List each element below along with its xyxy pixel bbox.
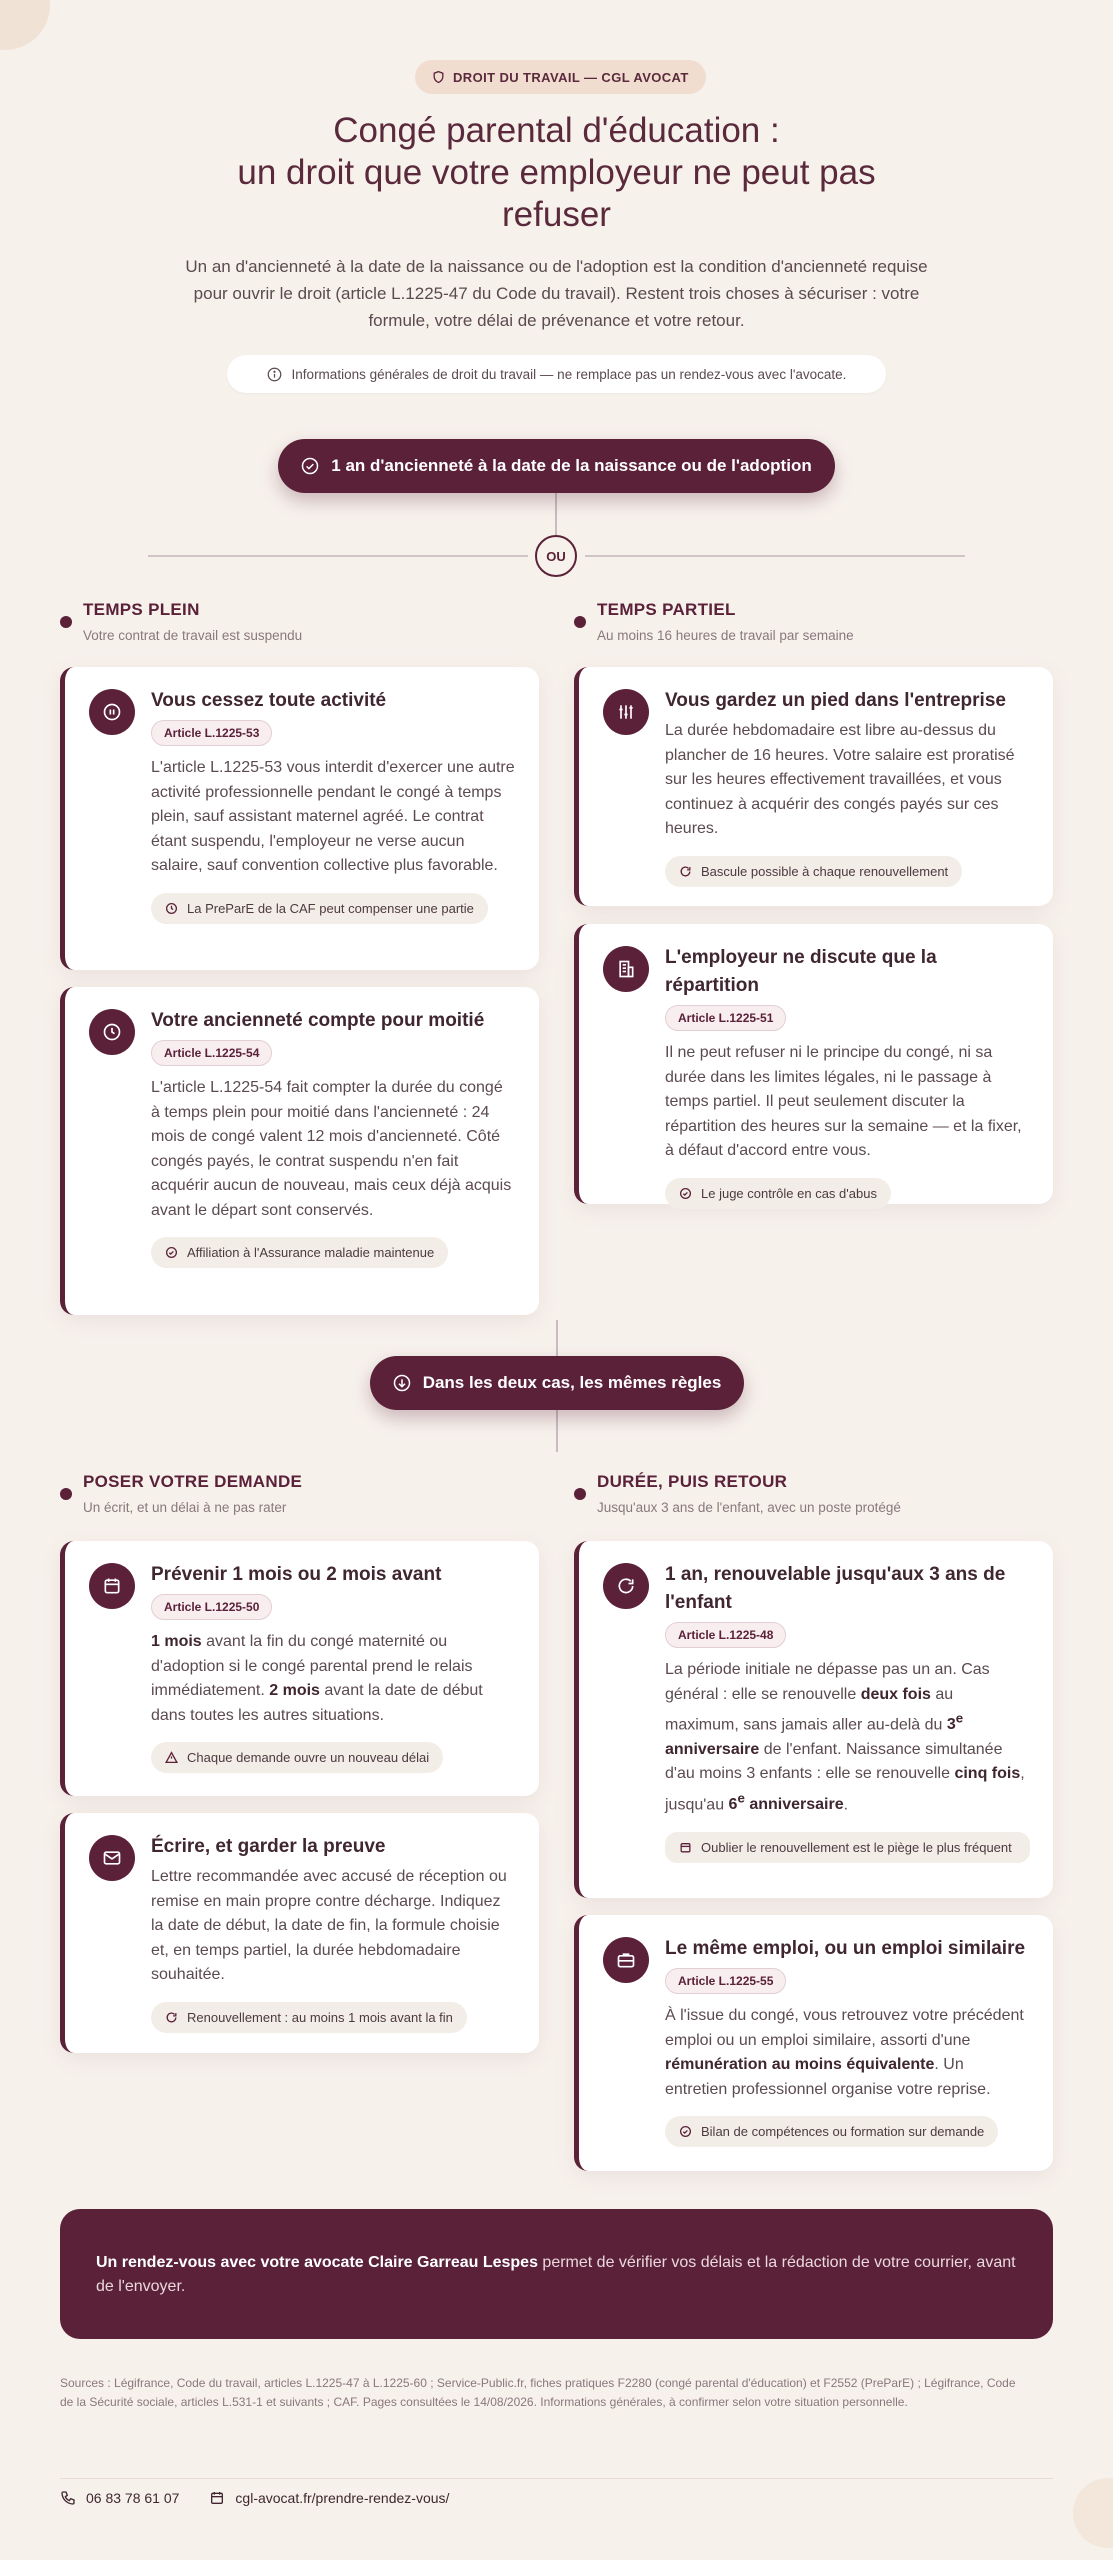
card-text: Il ne peut refuser ni le principe du congé, ni sa durée dans les limites légales, ni le passage à temps partiel. Il peut seulement discuter la répartition des heures sur la semaine — et la fixer, à défaut d'accord entre vous.	[665, 1044, 1022, 1159]
check-circle-icon	[301, 457, 319, 475]
card-keep-foot	[574, 667, 1053, 906]
shield-icon	[432, 70, 445, 84]
phone-icon	[60, 2490, 76, 2506]
card-chip	[151, 893, 488, 924]
bullet-dot	[60, 1488, 72, 1500]
card-same-job	[574, 1915, 1053, 2171]
column-title: DURÉE, PUIS RETOUR	[597, 1472, 788, 1491]
cta-banner	[60, 2209, 1053, 2339]
sources-note: Sources : Légifrance, Code du travail, articles L.1225-47 à L.1225-60 ; Service-Public.fr, fiches pratiques F2280 (congé parental d'éducation) et F2552 (PreParE) ; Légifrance, Code de la Sécurité sociale, articles L.531-1 et suivants ; CAF. Pages consultées le 14/08/2026. Informations générales, à confirmer selon votre situation personnelle.	[60, 2376, 1016, 2409]
bullet-dot	[60, 616, 72, 628]
refresh-icon	[603, 1563, 649, 1609]
title-line: refuser	[502, 195, 611, 234]
card-chip	[665, 2116, 998, 2147]
booking-link[interactable]	[209, 2490, 449, 2506]
chip-label: Bilan de compétences ou formation sur demande	[701, 2124, 985, 2139]
footer-divider	[60, 2478, 1053, 2479]
chip-label: Bascule possible à chaque renouvellement	[701, 863, 949, 879]
article-badge: Article L.1225-55	[665, 1968, 786, 1994]
card-chip	[151, 2002, 467, 2033]
card-text: L'article L.1225-53 vous interdit d'exercer une autre activité professionnelle pendant le congé à temps plein, sauf assistant maternel agréé. Le contrat étant suspendu, l'employeur ne verse aucun salaire, sauf convention collective plus favorable.	[151, 759, 515, 874]
chip-label: Affiliation à l'Assurance maladie maintenue	[187, 1245, 435, 1260]
pause-icon	[89, 689, 135, 735]
card-chip	[151, 1237, 448, 1268]
article-badge: Article L.1225-50	[151, 1594, 272, 1620]
or-separator: OU	[535, 535, 577, 577]
calendar-icon	[209, 2490, 225, 2506]
card-title: 1 an, renouvelable jusqu'aux 3 ans de l'enfant	[665, 1564, 1006, 1613]
card-chip	[151, 1742, 443, 1773]
chip-label: La PreParE de la CAF peut compenser une partie	[187, 900, 474, 916]
chip-label: Renouvellement : au moins 1 mois avant la fin	[187, 2009, 453, 2025]
card-text: Lettre recommandée avec accusé de réception ou remise en main propre contre décharge. Indiquez la date de début, la date de fin, la formule choisie et, en temps partiel, la durée hebdomadaire souhaitée.	[151, 1868, 507, 1983]
building-icon	[603, 946, 649, 992]
calendar-icon	[89, 1563, 135, 1609]
card-text: La durée hebdomadaire est libre au-dessus du plancher de 16 heures. Votre salaire est proratisé sur les heures effectivement travaillées, et vous continuez à acquérir des congés payés sur ces heures.	[665, 722, 1015, 837]
divider-line	[148, 555, 528, 557]
card-title: Le même emploi, ou un emploi similaire	[665, 1938, 1026, 1959]
column-subtitle: Votre contrat de travail est suspendu	[83, 628, 303, 643]
condition-pill	[278, 439, 835, 493]
check-circle-icon	[679, 2125, 692, 2138]
sliders-icon	[603, 689, 649, 735]
intro-paragraph: Un an d'ancienneté à la date de la naissance ou de l'adoption est la condition d'ancienneté requise pour ouvrir le droit (article L.1225-47 du Code du travail). Restent trois choses à sécuriser : votre formule, votre délai de prévenance et votre retour.	[185, 257, 928, 330]
article-badge: Article L.1225-53	[151, 720, 272, 746]
rules-pill-label: Dans les deux cas, les mêmes règles	[422, 1373, 722, 1392]
disclaimer-text: Informations générales de droit du travail — ne remplace pas un rendez-vous avec l'avocate.	[291, 366, 847, 382]
decorative-blob	[0, 0, 50, 50]
card-title: L'employeur ne discute que la répartition	[665, 947, 937, 996]
connector-line	[556, 1410, 558, 1452]
briefcase-icon	[603, 1937, 649, 1983]
column-subtitle: Jusqu'aux 3 ans de l'enfant, avec un poste protégé	[597, 1500, 901, 1515]
info-icon	[267, 367, 282, 382]
footer-contacts	[60, 2490, 449, 2506]
phone-link[interactable]	[60, 2490, 179, 2506]
card-distribution	[574, 924, 1053, 1204]
category-badge	[415, 60, 706, 94]
check-circle-icon	[679, 1187, 692, 1200]
article-badge: Article L.1225-48	[665, 1622, 786, 1648]
clock-icon	[89, 1009, 135, 1055]
card-notice	[60, 1541, 539, 1796]
cta-bold: Un rendez-vous avec votre avocate Claire Garreau Lespes	[96, 2254, 538, 2271]
calendar-icon	[679, 1841, 692, 1854]
title-line: Congé parental d'éducation :	[333, 111, 780, 150]
page-title	[60, 110, 1053, 236]
card-chip	[665, 1178, 891, 1209]
card-text: 1 mois avant la fin du congé maternité ou d'adoption si le congé parental prend le relais immédiatement. 2 mois avant la date de début dans toutes les autres situations.	[151, 1633, 483, 1724]
connector-line	[555, 493, 557, 535]
chip-label: Chaque demande ouvre un nouveau délai	[187, 1750, 430, 1765]
rules-pill	[370, 1356, 744, 1410]
cta-text: permet de vérifier vos délais et la rédaction de votre courrier, avant de l'envoyer.	[96, 2254, 1016, 2295]
badge-label: DROIT DU TRAVAIL — CGL AVOCAT	[453, 69, 689, 85]
card-title: Vous cessez toute activité	[151, 690, 387, 711]
bullet-dot	[574, 1488, 586, 1500]
booking-url: cgl-avocat.fr/prendre-rendez-vous/	[235, 2490, 450, 2506]
column-title: TEMPS PLEIN	[83, 600, 200, 619]
connector-line	[556, 1320, 558, 1356]
mail-icon	[89, 1835, 135, 1881]
article-badge: Article L.1225-54	[151, 1040, 272, 1066]
card-title: Votre ancienneté compte pour moitié	[151, 1010, 485, 1031]
column-subtitle: Au moins 16 heures de travail par semaine	[597, 628, 854, 643]
arrow-down-circle-icon	[393, 1374, 411, 1392]
refresh-icon	[679, 865, 692, 878]
card-text: La période initiale ne dépasse pas un an. Cas général : elle se renouvelle deux fois au maximum, sans jamais aller au-delà du 3e anniversaire de l'enfant. Naissance simultanée d'au moins 3 enfants : elle se renouvelle cinq fois, jusqu'au 6e anniversaire.	[665, 1661, 1025, 1814]
article-badge: Article L.1225-51	[665, 1005, 786, 1031]
card-chip	[665, 856, 962, 887]
card-text: L'article L.1225-54 fait compter la durée du congé à temps plein pour moitié dans l'ancienneté : 24 mois de congé valent 12 mois d'ancienneté. Côté congés payés, le contrat suspendu n'en fait acquérir aucun de nouveau, mais ceux déjà acquis avant le départ sont conservés.	[151, 1079, 512, 1219]
card-chip	[665, 1832, 1030, 1863]
refresh-icon	[165, 2011, 178, 2024]
card-stop-activity	[60, 667, 539, 970]
decorative-blob	[1073, 2478, 1113, 2548]
condition-pill-label: 1 an d'ancienneté à la date de la naissance ou de l'adoption	[331, 456, 812, 475]
phone-number: 06 83 78 61 07	[86, 2490, 180, 2506]
title-line: un droit que votre employeur ne peut pas	[237, 153, 876, 192]
disclaimer-note	[227, 355, 886, 393]
column-title: POSER VOTRE DEMANDE	[83, 1472, 303, 1491]
card-seniority	[60, 987, 539, 1315]
card-duration	[574, 1541, 1053, 1898]
alert-icon	[165, 1751, 178, 1764]
chip-label: Oublier le renouvellement est le piège le plus fréquent	[701, 1839, 1012, 1855]
clock-icon	[165, 902, 178, 915]
card-title: Prévenir 1 mois ou 2 mois avant	[151, 1564, 442, 1585]
column-subtitle: Un écrit, et un délai à ne pas rater	[83, 1500, 287, 1515]
chip-label: Le juge contrôle en cas d'abus	[701, 1185, 877, 1201]
card-title: Vous gardez un pied dans l'entreprise	[665, 690, 1006, 711]
divider-line	[585, 555, 965, 557]
card-text: À l'issue du congé, vous retrouvez votre précédent emploi ou un emploi similaire, assorti d'une rémunération au moins équivalente. Un entretien professionnel organise votre reprise.	[665, 2007, 1024, 2098]
card-write	[60, 1813, 539, 2053]
bullet-dot	[574, 616, 586, 628]
check-circle-icon	[165, 1246, 178, 1259]
column-title: TEMPS PARTIEL	[597, 600, 736, 619]
card-title: Écrire, et garder la preuve	[151, 1836, 386, 1857]
